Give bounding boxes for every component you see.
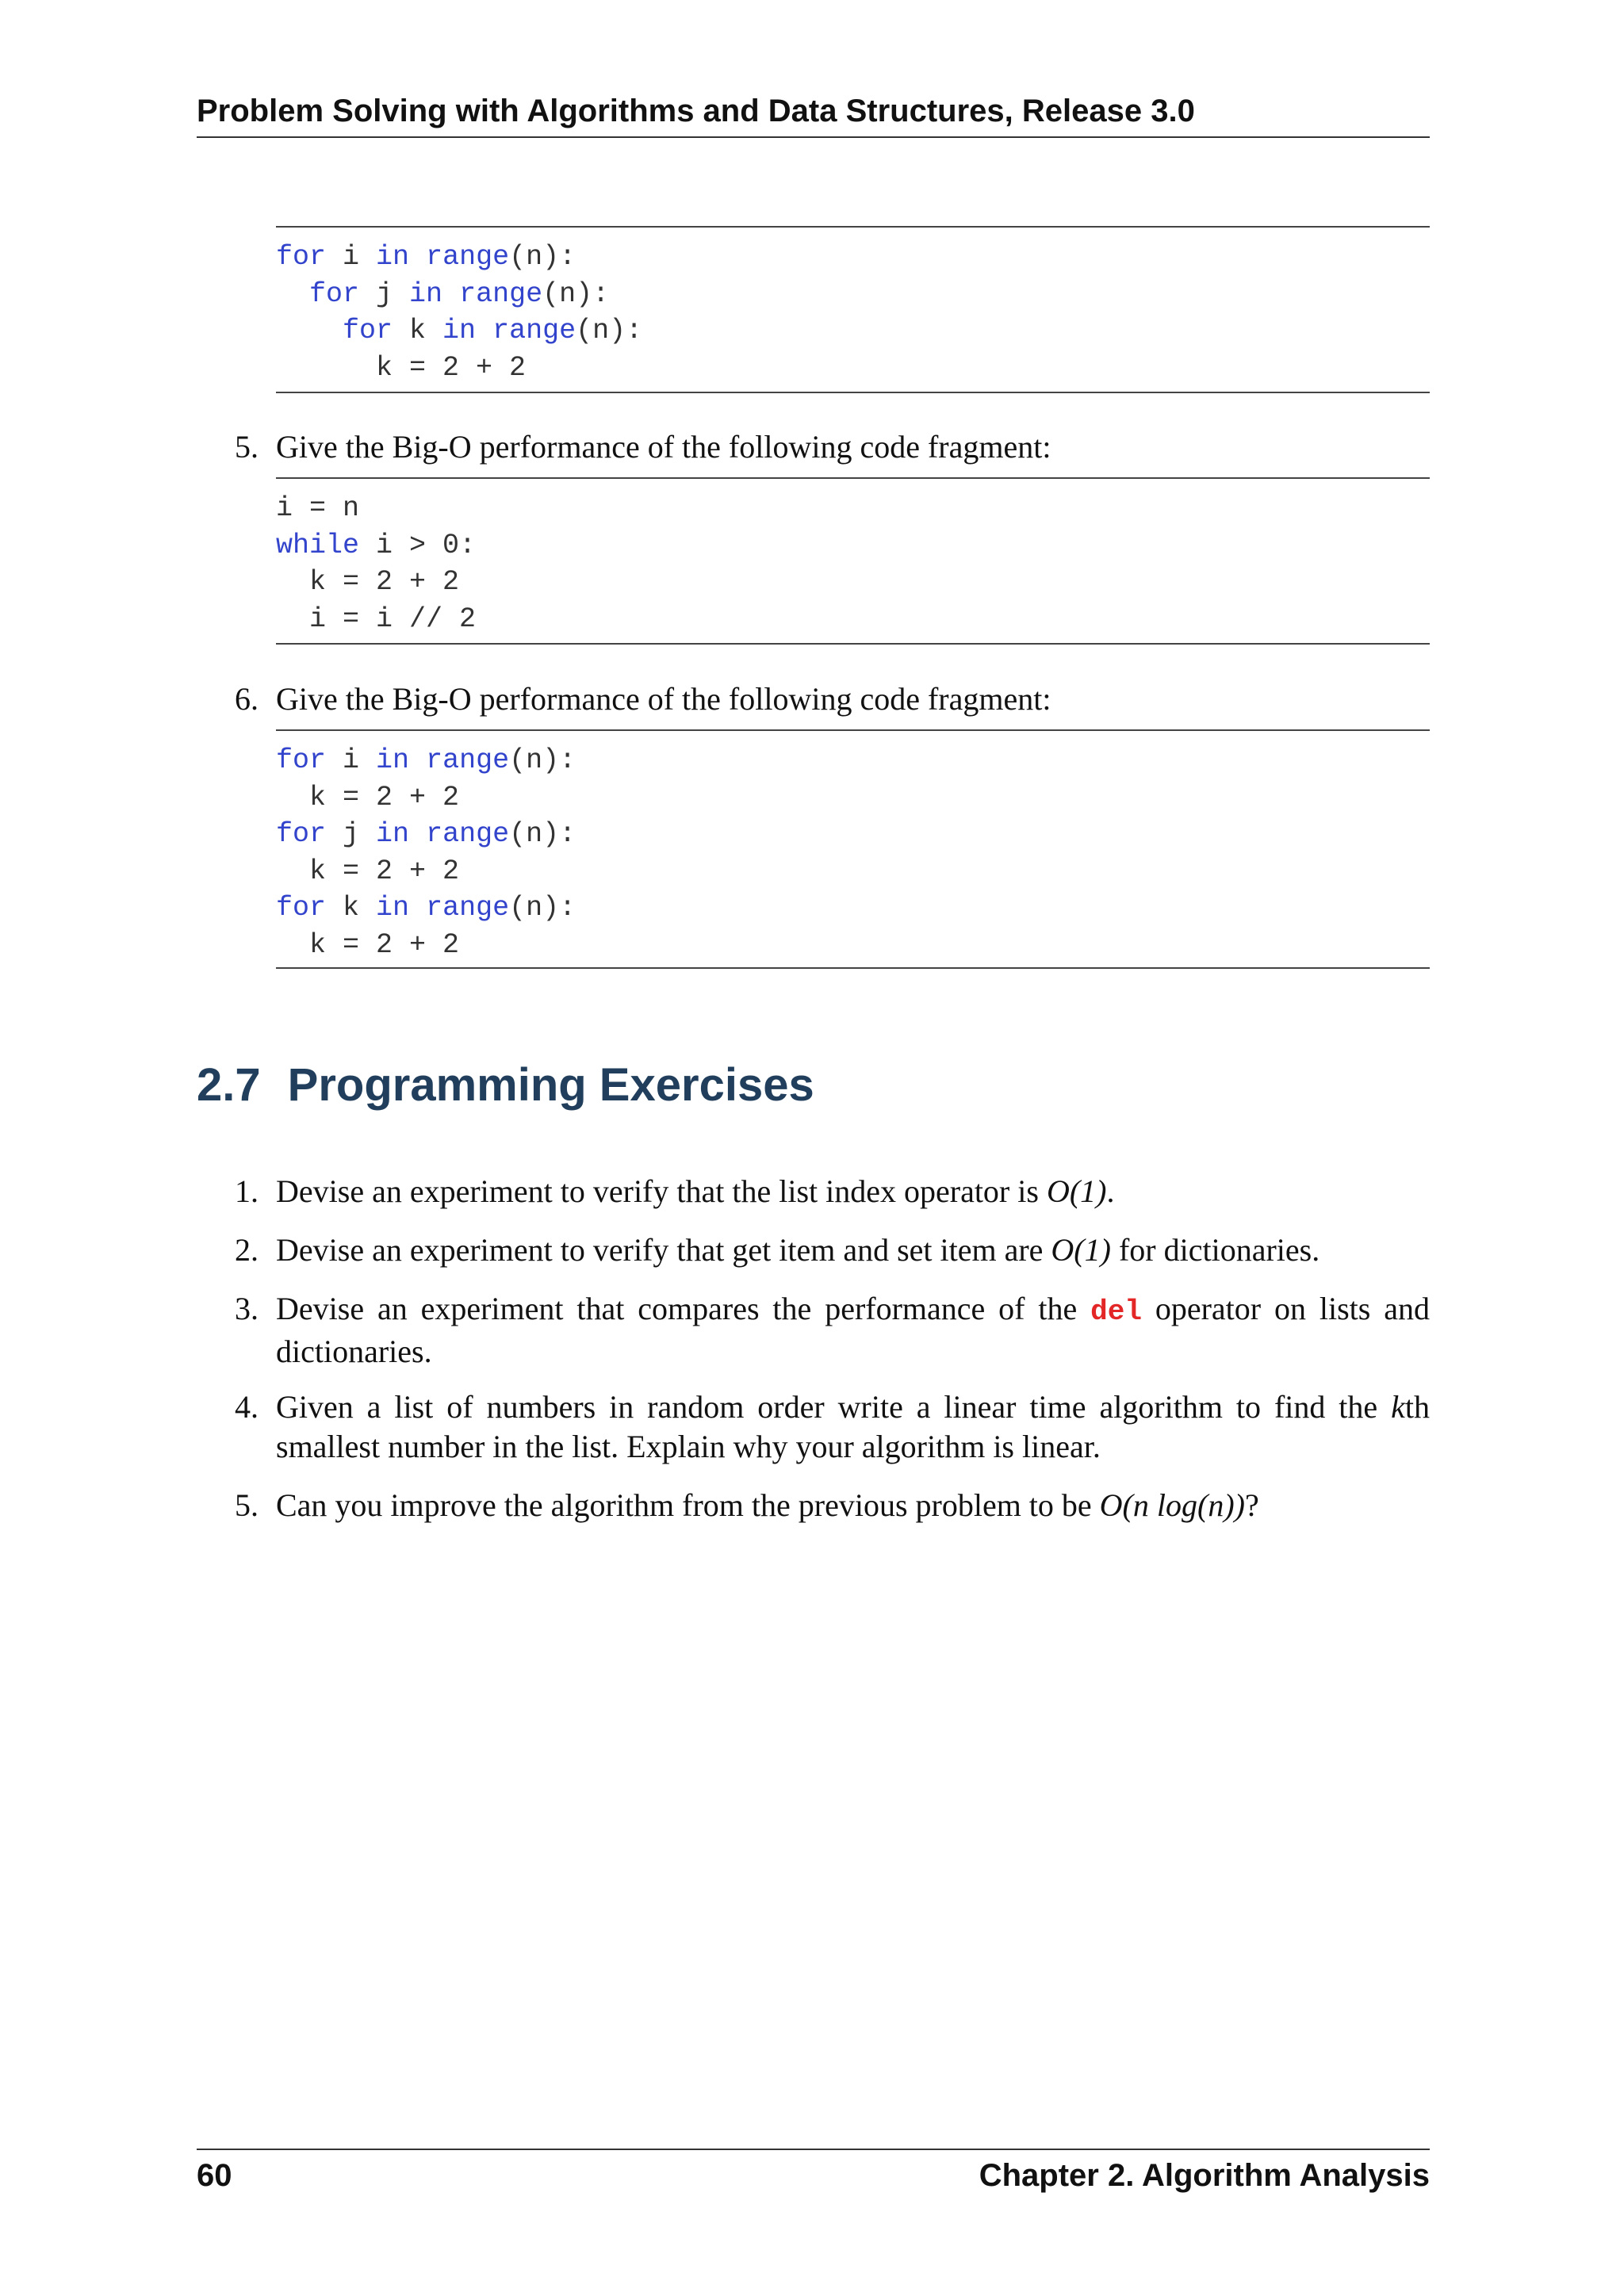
exercise-text: Devise an experiment that compares the performance of the del operator on lists and dictionaries. (276, 1291, 1430, 1369)
code-keyword: range (426, 892, 510, 924)
code-text: k (326, 892, 377, 924)
question-6 (235, 680, 1051, 718)
code-keyword: while (276, 529, 360, 561)
exercise-number: 4. (235, 1389, 259, 1425)
code-text (409, 818, 426, 850)
code-keyword: in (442, 315, 477, 346)
math-expression: O(1) (1051, 1232, 1111, 1268)
code-text: k = 2 + 2 (276, 781, 460, 813)
question-5 (235, 428, 1051, 465)
code-text (409, 892, 426, 924)
question-number: 5. (235, 429, 259, 465)
code-text (409, 241, 426, 273)
code-line (276, 239, 1430, 276)
exercise-4 (235, 1387, 1430, 1467)
exercise-number: 3. (235, 1291, 259, 1326)
code-keyword: for (276, 241, 327, 273)
code-text (276, 315, 343, 346)
code-text: i = n (276, 492, 360, 524)
code-keyword: range (492, 315, 576, 346)
exercise-2 (235, 1230, 1430, 1270)
code-block-while-loop (276, 477, 1430, 645)
exercise-text: Devise an experiment to verify that the list index operator is O(1). (276, 1173, 1115, 1209)
section-heading (197, 1058, 814, 1112)
code-keyword: range (426, 818, 510, 850)
code-keyword: range (426, 241, 510, 273)
code-block-sequential-loops (276, 729, 1430, 969)
code-text: (n): (509, 892, 576, 924)
code-text: j (359, 277, 410, 310)
exercise-5 (235, 1486, 1430, 1525)
code-keyword: for (276, 744, 327, 776)
code-line (276, 853, 1430, 890)
code-keyword: in (376, 241, 410, 273)
math-expression: O(1) (1046, 1173, 1107, 1209)
code-line (276, 312, 1430, 350)
code-text: (n): (509, 241, 576, 273)
exercise-text: Devise an experiment to verify that get item and set item are O(1) for dictionaries. (276, 1232, 1320, 1268)
code-keyword: for (309, 277, 360, 310)
running-title: Problem Solving with Algorithms and Data Structures, Release 3.0 (197, 94, 1195, 128)
code-line (276, 564, 1430, 601)
code-keyword: in (376, 892, 410, 924)
code-keyword: range (426, 744, 510, 776)
exercise-number: 2. (235, 1232, 259, 1268)
code-keyword: for (343, 315, 393, 346)
code-text: k = 2 + 2 (276, 351, 527, 384)
code-text (476, 315, 492, 346)
code-text: k (393, 315, 443, 346)
exercise-1 (235, 1172, 1430, 1211)
code-line (276, 816, 1430, 853)
math-expression: O(n log(n)) (1099, 1487, 1245, 1523)
code-text (442, 278, 459, 310)
code-text: j (326, 818, 377, 850)
code-text: k = 2 + 2 (276, 566, 460, 598)
code-keyword: for (276, 818, 327, 850)
page-header (197, 89, 1430, 138)
code-line (276, 779, 1430, 817)
code-keyword: for (276, 892, 327, 924)
inline-code-del: del (1090, 1295, 1142, 1328)
code-keyword: in (409, 277, 443, 310)
exercise-number: 1. (235, 1173, 259, 1209)
math-expression: k (1391, 1389, 1405, 1425)
code-line (276, 350, 1430, 387)
code-text: i > 0: (359, 529, 477, 561)
exercise-text: Can you improve the algorithm from the previous problem to be O(n log(n))? (276, 1487, 1259, 1523)
code-line (276, 276, 1430, 313)
code-text: i (326, 241, 377, 273)
code-text: k = 2 + 2 (276, 855, 460, 887)
code-text: (n): (576, 315, 643, 346)
section-title-text: Programming Exercises (287, 1059, 814, 1111)
code-text: (n): (542, 277, 610, 310)
exercise-text: Given a list of numbers in random order write a linear time algorithm to find the kth smallest number in the list. Explain why your algorithm is linear. (276, 1389, 1430, 1464)
page-footer (197, 2149, 1430, 2193)
code-block-nested-loops (276, 226, 1430, 393)
code-text (409, 744, 426, 776)
code-keyword: in (376, 818, 410, 850)
code-text: (n): (509, 744, 576, 776)
code-text: (n): (509, 818, 576, 850)
section-number: 2.7 (197, 1059, 261, 1111)
code-line (276, 490, 1430, 527)
code-line (276, 890, 1430, 927)
code-text: i (326, 744, 377, 776)
code-line (276, 601, 1430, 638)
code-keyword: in (376, 744, 410, 776)
code-line (276, 927, 1430, 964)
question-number: 6. (235, 681, 259, 717)
page-number: 60 (197, 2158, 232, 2193)
question-text: Give the Big-O performance of the following code fragment: (276, 681, 1051, 717)
exercise-number: 5. (235, 1487, 259, 1523)
code-text (276, 278, 309, 310)
code-text: i = i // 2 (276, 603, 477, 635)
code-text: k = 2 + 2 (276, 928, 460, 961)
code-line (276, 742, 1430, 779)
chapter-label: Chapter 2. Algorithm Analysis (979, 2158, 1430, 2193)
question-text: Give the Big-O performance of the following code fragment: (276, 429, 1051, 465)
exercise-3 (235, 1289, 1430, 1372)
code-keyword: range (459, 277, 543, 310)
code-line (276, 527, 1430, 564)
